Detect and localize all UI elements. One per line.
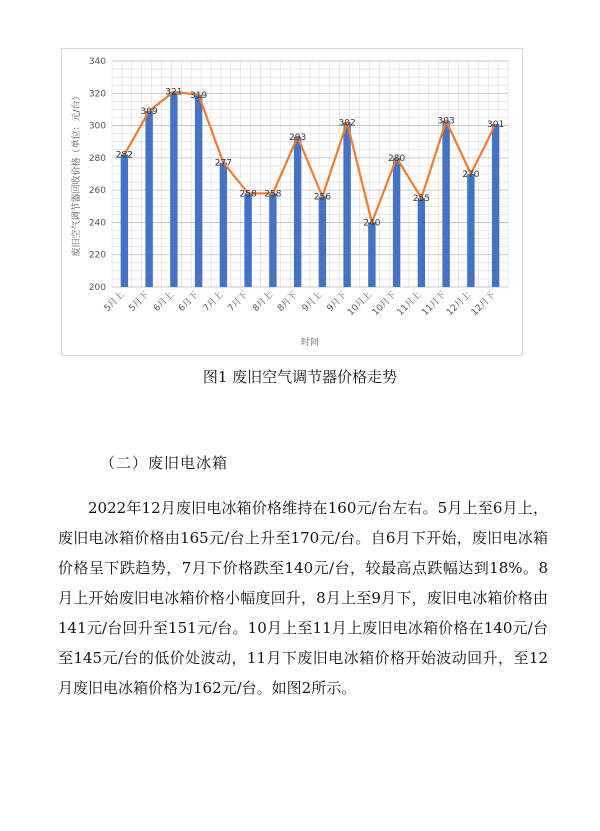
y-tick-label: 320 xyxy=(88,89,106,100)
data-label: 258 xyxy=(264,189,282,200)
y-tick-label: 300 xyxy=(88,121,106,132)
y-tick-label: 240 xyxy=(88,218,106,229)
y-tick-label: 260 xyxy=(88,186,106,197)
data-label: 319 xyxy=(190,90,208,101)
x-tick-label: 7月上 xyxy=(201,290,226,314)
y-tick-label: 340 xyxy=(88,57,106,67)
data-label: 293 xyxy=(289,132,307,143)
bar-12月下 xyxy=(492,124,499,287)
bar-5月下 xyxy=(145,111,152,287)
data-label: 280 xyxy=(388,153,406,164)
x-tick-label: 11月下 xyxy=(420,290,449,318)
x-tick-label: 7月下 xyxy=(226,290,251,314)
data-label: 301 xyxy=(487,119,505,130)
data-label: 256 xyxy=(313,192,331,203)
bar-9月下 xyxy=(343,122,350,287)
price-chart xyxy=(62,49,522,355)
chart-container xyxy=(61,48,523,356)
x-tick-label: 12月下 xyxy=(469,290,498,318)
x-tick-label: 5月下 xyxy=(127,290,152,314)
y-tick-label: 200 xyxy=(88,283,106,293)
data-label: 258 xyxy=(239,189,257,200)
data-label: 321 xyxy=(165,87,183,98)
x-tick-label: 9月上 xyxy=(300,290,325,314)
bar-12月上 xyxy=(467,174,474,287)
bar-8月上 xyxy=(269,193,276,287)
data-label: 240 xyxy=(363,218,381,229)
bar-11月上 xyxy=(418,198,425,287)
body-paragraph: 2022年12月废旧电冰箱价格维持在160元/台左右。5月上至6月上，废旧电冰箱价格由165元/台上升至170元/台。自6月下开始，废旧电冰箱价格呈下跌趋势，7月下价格跌至140元/台，较最高点跌幅达到18%。8月上开始废旧电冰箱价格小幅度回升，8月上至9月下，废旧电冰箱价格由141元/台回升至151元/台。10月上至11月上废旧电冰箱价格在140元/台至145元/台的低价处波动，11月下废旧电冰箱价格开始波动回升，至12月废旧电冰箱价格为162元/台。如图2所示。 xyxy=(58,499,548,697)
data-label: 302 xyxy=(338,118,356,129)
bar-5月上 xyxy=(121,155,128,287)
x-tick-label: 8月下 xyxy=(275,290,300,314)
data-label: 255 xyxy=(412,194,430,205)
y-axis-title: 废旧空气调节器回收价格（单位：元/台） xyxy=(72,91,82,257)
x-tick-label: 10月下 xyxy=(370,290,399,318)
section-title: （二）废旧电冰箱 xyxy=(100,454,229,472)
data-label: 277 xyxy=(214,158,232,169)
data-label: 303 xyxy=(437,116,455,127)
data-label: 309 xyxy=(140,107,158,118)
bar-6月下 xyxy=(195,95,202,287)
bar-9月上 xyxy=(319,197,326,287)
x-tick-label: 8月上 xyxy=(251,290,275,314)
x-tick-label: 12月上 xyxy=(445,290,473,318)
figure-caption: 图1 废旧空气调节器价格走势 xyxy=(202,368,398,386)
bar-6月上 xyxy=(170,92,177,287)
bar-7月上 xyxy=(220,163,227,287)
bar-8月下 xyxy=(294,137,301,287)
bar-10月上 xyxy=(368,222,375,287)
y-tick-label: 280 xyxy=(88,153,106,164)
x-tick-label: 11月上 xyxy=(395,290,424,318)
x-tick-label: 6月下 xyxy=(176,290,201,314)
x-tick-label: 5月上 xyxy=(102,290,127,314)
bar-7月下 xyxy=(244,193,251,287)
bar-10月下 xyxy=(393,158,400,287)
x-tick-label: 6月上 xyxy=(152,290,176,314)
x-tick-label: 9月下 xyxy=(325,290,350,314)
x-tick-label: 10月上 xyxy=(346,290,374,318)
bar-11月下 xyxy=(442,121,449,287)
data-label: 282 xyxy=(115,150,133,161)
data-label: 270 xyxy=(462,170,480,180)
y-tick-label: 220 xyxy=(88,250,106,261)
x-axis-title: 时间 xyxy=(300,338,320,348)
